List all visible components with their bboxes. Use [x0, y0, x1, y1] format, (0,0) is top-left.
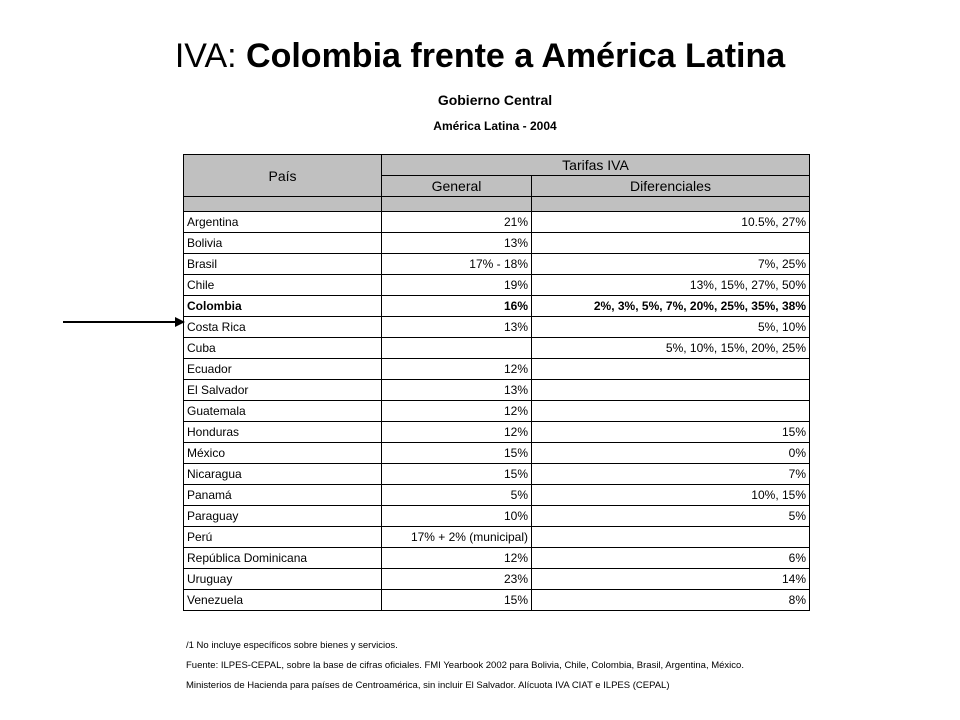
country-cell: Chile [184, 275, 382, 296]
table-row [184, 212, 810, 233]
table-row [184, 317, 810, 338]
country-cell: Uruguay [184, 569, 382, 590]
differential-rates-cell: 0% [532, 443, 810, 464]
highlight-arrow-icon [63, 316, 185, 328]
differential-rates-cell [532, 401, 810, 422]
differential-rates-cell: 5%, 10% [532, 317, 810, 338]
table-subtitle-region-year: América Latina - 2004 [433, 119, 557, 133]
table-row [184, 590, 810, 611]
footnote-source-ministries: Ministerios de Hacienda para países de Centroamérica, sin incluir El Salvador. Alícuota IVA CIAT e ILPES (CEPAL) [186, 680, 670, 691]
differential-rates-cell: 8% [532, 590, 810, 611]
vat-rates-table [183, 154, 810, 611]
title-prefix: IVA: [174, 37, 247, 75]
country-cell: Cuba [184, 338, 382, 359]
table-row [184, 443, 810, 464]
country-cell: México [184, 443, 382, 464]
general-rate-cell: 13% [382, 233, 532, 254]
table-row [184, 380, 810, 401]
table-row [184, 401, 810, 422]
differential-rates-cell: 6% [532, 548, 810, 569]
general-rate-cell [382, 338, 532, 359]
general-rate-cell: 15% [382, 443, 532, 464]
footnote-source: Fuente: ILPES-CEPAL, sobre la base de cifras oficiales. FMI Yearbook 2002 para Bolivia, Chile, Colombia, Brasil, Argentina, México. [186, 660, 744, 671]
table-row [184, 275, 810, 296]
general-rate-cell: 23% [382, 569, 532, 590]
country-cell: Argentina [184, 212, 382, 233]
general-rate-cell: 17% - 18% [382, 254, 532, 275]
vat-rates-header: Tarifas IVA [382, 155, 810, 176]
table-row [184, 485, 810, 506]
table-row [184, 506, 810, 527]
table-row [184, 233, 810, 254]
differential-rates-cell: 14% [532, 569, 810, 590]
table-subtitle-government: Gobierno Central [437, 92, 553, 108]
differential-rates-cell [532, 380, 810, 401]
differential-rates-cell: 10%, 15% [532, 485, 810, 506]
general-rate-cell: 5% [382, 485, 532, 506]
table-row [184, 296, 810, 317]
table-row [184, 569, 810, 590]
differential-rates-cell [532, 359, 810, 380]
differential-rates-cell: 7% [532, 464, 810, 485]
table-row [184, 338, 810, 359]
country-cell: Bolivia [184, 233, 382, 254]
general-rate-cell: 12% [382, 401, 532, 422]
general-rate-cell: 16% [382, 296, 532, 317]
country-cell: Ecuador [184, 359, 382, 380]
differential-rates-cell [532, 233, 810, 254]
country-cell: Costa Rica [184, 317, 382, 338]
country-cell: Guatemala [184, 401, 382, 422]
general-rate-cell: 15% [382, 464, 532, 485]
country-cell: El Salvador [184, 380, 382, 401]
country-cell: República Dominicana [184, 548, 382, 569]
general-rate-cell: 15% [382, 590, 532, 611]
differential-column-header: Diferenciales [532, 176, 810, 197]
country-cell: Venezuela [184, 590, 382, 611]
general-column-header: General [382, 176, 532, 197]
country-cell: Brasil [184, 254, 382, 275]
header-spacer-row [184, 197, 810, 212]
country-column-header: País [184, 155, 382, 197]
differential-rates-cell: 10.5%, 27% [532, 212, 810, 233]
slide-title [0, 36, 960, 76]
differential-rates-cell: 5% [532, 506, 810, 527]
differential-rates-cell [532, 527, 810, 548]
general-rate-cell: 13% [382, 317, 532, 338]
table-row [184, 548, 810, 569]
country-cell: Paraguay [184, 506, 382, 527]
differential-rates-cell: 7%, 25% [532, 254, 810, 275]
footnote-exclusion: /1 No incluye específicos sobre bienes y servicios. [186, 640, 398, 651]
general-rate-cell: 12% [382, 422, 532, 443]
country-cell: Colombia [184, 296, 382, 317]
country-cell: Perú [184, 527, 382, 548]
general-rate-cell: 21% [382, 212, 532, 233]
general-rate-cell: 13% [382, 380, 532, 401]
table-row [184, 464, 810, 485]
general-rate-cell: 12% [382, 359, 532, 380]
general-rate-cell: 17% + 2% (municipal) [382, 527, 532, 548]
general-rate-cell: 19% [382, 275, 532, 296]
differential-rates-cell: 2%, 3%, 5%, 7%, 20%, 25%, 35%, 38% [532, 296, 810, 317]
table-row [184, 527, 810, 548]
country-cell: Panamá [184, 485, 382, 506]
differential-rates-cell: 13%, 15%, 27%, 50% [532, 275, 810, 296]
title-main: Colombia frente a América Latina [246, 37, 786, 75]
table-row [184, 254, 810, 275]
country-cell: Nicaragua [184, 464, 382, 485]
footnotes [186, 640, 744, 700]
table-row [184, 359, 810, 380]
general-rate-cell: 10% [382, 506, 532, 527]
table-row [184, 422, 810, 443]
general-rate-cell: 12% [382, 548, 532, 569]
country-cell: Honduras [184, 422, 382, 443]
differential-rates-cell: 15% [532, 422, 810, 443]
differential-rates-cell: 5%, 10%, 15%, 20%, 25% [532, 338, 810, 359]
